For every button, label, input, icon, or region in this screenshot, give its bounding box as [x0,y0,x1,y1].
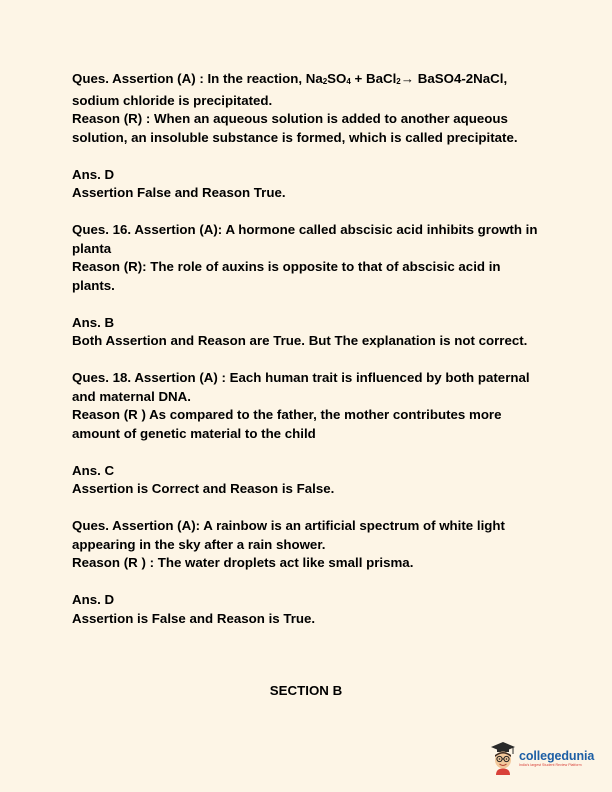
assertion-text: Ques. 18. Assertion (A) : Each human trait is influenced by both paternal and maternal DNA. [72,370,530,404]
assertion-text-cont: sodium chloride is precipitated. [72,92,273,108]
collegedunia-logo [490,738,594,778]
reason-text: Reason (R): The role of auxins is opposite to that of abscisic acid in plants. [72,259,501,293]
answer-explanation: Both Assertion and Reason are True. But The explanation is not correct. [72,333,528,348]
question-block-16 [72,221,542,295]
answer-explanation: Assertion False and Reason True. [72,185,286,200]
assertion-text: Ques. Assertion (A): A rainbow is an artificial spectrum of white light appearing in the sky after a rain shower. [72,518,505,552]
assertion-text: Ques. 16. Assertion (A): A hormone called abscisic acid inhibits growth in planta [72,222,538,256]
answer-block-1 [72,166,542,203]
answer-explanation: Assertion is False and Reason is True. [72,610,316,626]
answer-label: Ans. D [72,166,115,182]
answer-block-16 [72,314,542,351]
section-heading: SECTION B [269,683,343,698]
answer-block-rainbow [72,591,542,628]
answer-block-18 [72,462,542,499]
student-mascot-icon [490,741,516,775]
logo-text [519,749,594,768]
answer-label: Ans. D [72,592,115,607]
answer-label: Ans. B [72,314,115,330]
reason-text: Reason (R ) As compared to the father, the mother contributes more amount of genetic material to the child [72,407,502,441]
question-block-1 [72,70,542,147]
reason-text: Reason (R) : When an aqueous solution is added to another aqueous solution, an insoluble substance is formed, which is called precipitate. [72,111,518,145]
answer-explanation: Assertion is Correct and Reason is False. [72,481,335,496]
question-block-18 [72,369,542,443]
question-block-rainbow [72,517,542,573]
answer-label: Ans. C [72,462,115,478]
logo-tagline: India's largest Student Review Platform [519,762,582,767]
reason-text: Reason (R ) : The water droplets act like small prisma. [72,555,414,570]
assertion-text: Ques. Assertion (A) : In the reaction, $Na_2SO_4$ + BaCl$_2$→ BaSO4-2NaCl, [72,71,508,86]
qa-content [72,70,542,647]
logo-name: collegedunia [519,748,595,763]
